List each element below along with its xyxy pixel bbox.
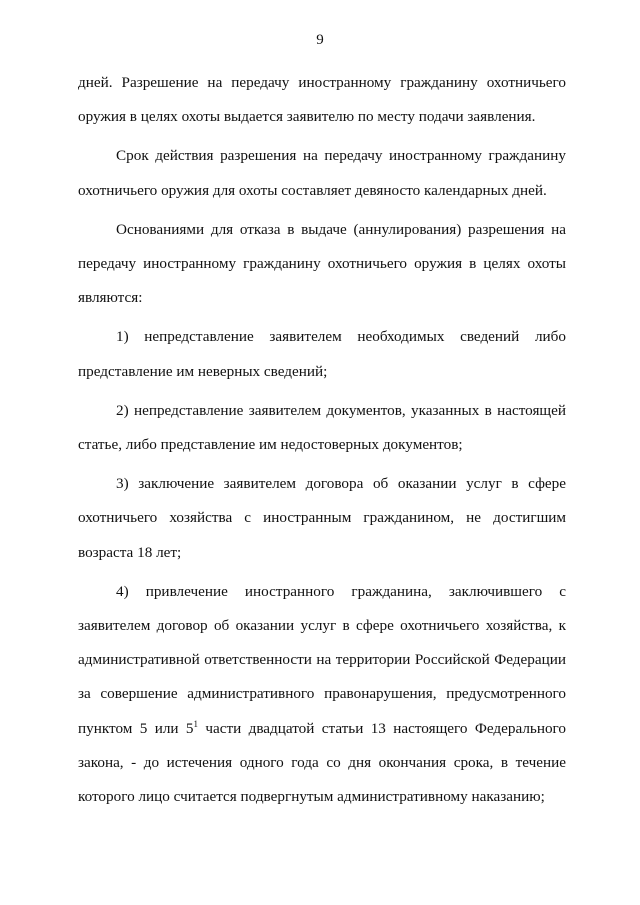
list-item-1: 1) непредставление заявителем необходимых сведений либо представление им неверных сведений; [78,328,566,380]
paragraph-permit-issuance: дней. Разрешение на передачу иностранному гражданину охотничьего оружия в целях охоты выдается заявителю по месту подачи заявления. [78,74,566,126]
list-item-4 [78,575,566,814]
list-item-2: 2) непредставление заявителем документов, указанных в настоящей статье, либо представление им недостоверных документов; [78,401,566,454]
page-number: 9 [316,32,324,48]
list-item-4-text-end: части двадцатой статьи 13 настоящего Федерального закона, - до истечения одного года со дня окончания срока, в течение которого лицо считается подвергнутым административному наказанию; [78,719,566,806]
document-body [78,66,566,814]
paragraph-refusal-grounds: Основаниями для отказа в выдаче (аннулирования) разрешения на передачу иностранному гражданину охотничьего оружия в целях охоты являются: [78,220,566,307]
list-item-4-text-start: 4) привлечение иностранного гражданина, заключившего с заявителем договор об оказании услуг в сфере охотничьего хозяйства, к административной ответственности на территории Российской Федерации за совершение административного правонарушения, предусмотренного пунктом 5 или 5 [78,582,566,737]
list-item-3: 3) заключение заявителем договора об оказании услуг в сфере охотничьего хозяйства с иностранным гражданином, не достигшим возраста 18 лет; [78,475,566,561]
superscript: 1 [193,718,198,729]
paragraph-permit-validity: Срок действия разрешения на передачу иностранному гражданину охотничьего оружия для охоты составляет девяносто календарных дней. [78,147,566,199]
